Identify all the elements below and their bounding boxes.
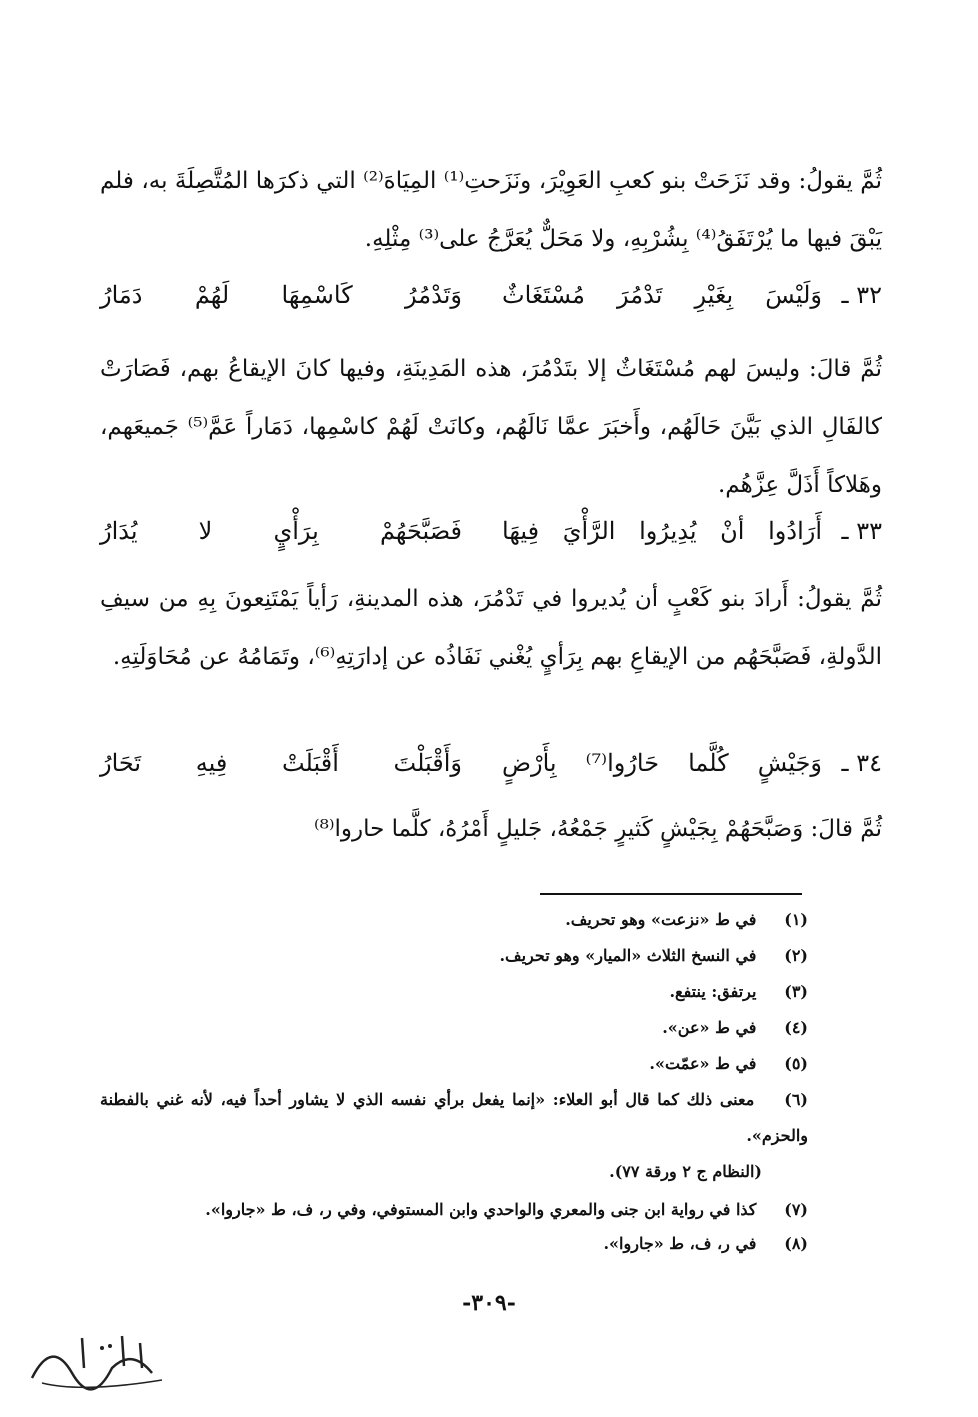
footnote-number: (٢) [784,946,808,965]
verse-second-hemistich: فَصَبَّحَهُمْ بِرَأْيٍ لا يُدَارُ [100,517,462,545]
footnote-text: في ر، ف، ط «جاروا». [603,1234,757,1253]
commentary-paragraph-2: ثُمَّ قالَ: وليسَ لهم مُسْتَغَاثٌ إلا بتَدْمُرَ، هذه المَدِينَةِ، وفيها كانَ الإيقاعُ بهم، فَصَارَتْ كالفَالِ الذي بَيَّنَ حَالَهُم، وأَخبَرَ عمَّا نَالَهُم، وكانَتْ لَهُمْ كاسْمِها، دَمَاراً عَمَّ⁽⁵⁾ جَميعَهم، وهَلاكاً أَذَلَّ عِزَّهُم. [100,356,883,498]
footnote-number: (٣) [784,982,808,1001]
footnote-text: في ط «عن». [662,1018,757,1037]
verse-number: ٣٢ ـ [841,281,882,309]
footnote-text: يرتفق: ينتفع. [669,982,757,1001]
verse-second-hemistich: وَأَقْبَلْتَ أَقْبَلَتْ فِيهِ تَحَارُ [100,749,462,777]
footnote-text: في ط «عمّت». [649,1054,757,1073]
verse-first-hemistich: وَلَيْسَ بِغَيْرِ تَدْمُرَ مُسْتَغَاثٌ [502,281,822,309]
footnote-separator [540,893,802,895]
footnote-number: (١) [784,910,808,929]
footnote-number: (٤) [784,1018,808,1037]
footnote-number: (٨) [784,1234,808,1253]
calligraphy-logo [22,1318,172,1398]
footnote-2 [100,938,808,974]
footnote-text: كذا في رواية ابن جنى والمعري والواحدي وابن المستوفي، وفي ر، ف، ط «جاروا». [205,1200,757,1219]
footnote-8 [100,1226,808,1262]
footnote-6 [100,1082,808,1154]
footnote-text: في ط «نزعت» وهو تحريف. [565,910,757,929]
verse-first-hemistich: أَرَادُوا أنْ يُدِيرُوا الرَّأْيَ فِيهَا [502,517,822,545]
footnote-text: (النظام ج ٢ ورقة ٧٧). [609,1162,762,1181]
footnote-number: (٦) [784,1090,808,1109]
commentary-paragraph-1: ثُمَّ يقولُ: وقد نَزَحَتْ بنو كعبِ العَوِيْرَ، ونَزَحتِ⁽¹⁾ المِيَاهَ⁽²⁾ التي ذكرَها المُتَّصِلَةَ به، فلم يَبْقَ فيها ما يُرْتَفَقُ⁽⁴⁾ بِشُرْبِهِ، ولا مَحَلٌّ يُعَرَّجُ على⁽³⁾ مِثْلِهِ. [100,168,882,252]
footnote-4 [100,1010,808,1046]
commentary-paragraph-4: ثُمَّ قالَ: وَصَبَّحَهُمْ بِجَيْشٍ كَثيرٍ جَمْعُهُ، جَليلٍ أَمْرُهُ، كلَّما حاروا⁽⁸⁾ [313,816,882,842]
footnote-text: في النسخ الثلاث «الميار» وهو تحريف. [499,946,757,965]
footnote-7 [100,1192,808,1228]
footnote-6-source [100,1154,762,1190]
verse-first-hemistich: وَجَيْشٍ كُلَّما حَارُوا⁽⁷⁾ بِأَرْضٍ [502,749,822,777]
commentary-paragraph-3: ثُمَّ يقولُ: أَرادَ بنو كَعْبٍ أن يُديروا في تَدْمُرَ، هذه المدينةِ، رَأياً يَمْتَنِعونَ بِهِ من سيفِ الدَّولةِ، فَصَبَّحَهُم من الإيقاعِ بهم بِرَأيٍ يُغْني نَفَاذُه عن إدارَتِهِ⁽⁶⁾، وتَمَامُهُ عن مُحَاوَلَتِهِ. [100,586,882,670]
verse-32 [100,270,882,320]
verse-33 [100,506,882,556]
verse-second-hemistich: وَتَدْمُرُ كَاسْمِهَا لَهُمْ دَمَارُ [100,281,462,309]
footnote-3 [100,974,808,1010]
footnote-number: (٥) [784,1054,808,1073]
footnote-number: (٧) [784,1200,808,1219]
page-number: -٣٠٩- [462,1290,516,1316]
footnote-1 [100,902,808,938]
footnote-5 [100,1046,808,1082]
verse-34 [100,738,882,788]
verse-number: ٣٤ ـ [841,749,882,777]
verse-number: ٣٣ ـ [841,517,882,545]
footnote-text: معنى ذلك كما قال أبو العلاء: «إنما يفعل برأي نفسه الذي لا يشاور أحداً فيه، لأنه غني بالفطنة والحزم». [100,1090,808,1145]
